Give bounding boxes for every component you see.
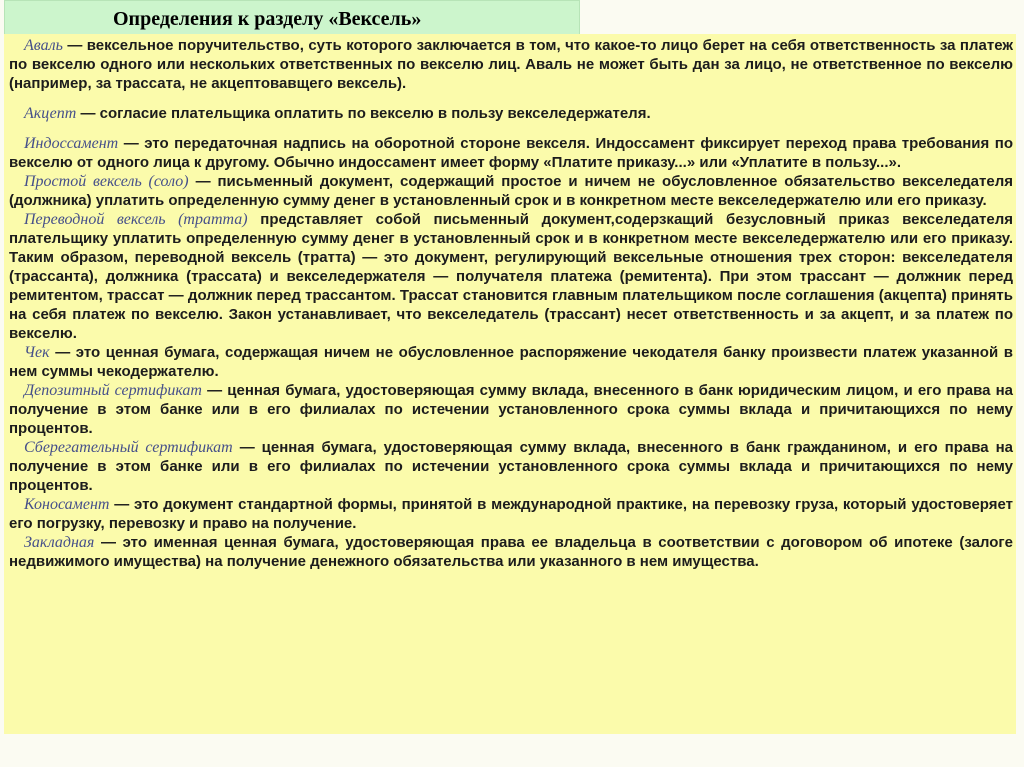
definition-term: Акцепт	[24, 105, 77, 122]
definition-text: — согласие плательщика оплатить по векселю в пользу векселедержателя.	[76, 105, 651, 122]
definition-term: Чек	[24, 344, 50, 361]
definition-text: — это документ стандартной формы, принятой в международной практике, на перевозку груза, который удостоверяет его погрузку, перевозку и право на получение.	[9, 496, 1013, 532]
definition-cheque	[9, 343, 1013, 381]
definition-text: — ценная бумага, удостоверяющая сумму вклада, внесенного в банк гражданином, и его права на получение в этом банке или в его филиалах по истечении установленного срока суммы вклада и причитающихся по нему процентов.	[9, 439, 1013, 494]
definition-aval	[9, 36, 1013, 93]
definition-term: Депозитный сертификат	[24, 382, 202, 399]
definition-term: Сберегательный сертификат	[24, 439, 233, 456]
definition-deposit-certificate	[9, 381, 1013, 438]
definition-bill-of-exchange	[9, 210, 1013, 343]
slide-title: Определения к разделу «Вексель»	[113, 8, 422, 30]
definition-text: — это именная ценная бумага, удостоверяющая права ее владельца в соответствии с договором об ипотеке (залоге недвижимого имущества) на получение денежного обязательства или указанного в нем имущества.	[9, 534, 1013, 570]
definition-indossament	[9, 134, 1013, 172]
definition-savings-certificate	[9, 438, 1013, 495]
definition-mortgage-note	[9, 533, 1013, 571]
definition-akcept	[9, 104, 1013, 123]
definition-term: Индоссамент	[24, 135, 119, 152]
definition-term: Аваль	[24, 37, 63, 54]
definition-term: Простой вексель (соло)	[24, 173, 189, 190]
definition-bill-of-lading	[9, 495, 1013, 533]
definition-term: Переводной вексель (тратта)	[24, 211, 248, 228]
definition-text: — ценная бумага, удостоверяющая сумму вклада, внесенного в банк юридическим лицом, и его права на получение в этом банке или в его филиалах по истечении установленного срока суммы вклада и причитающихся по нему процентов.	[9, 382, 1014, 437]
definition-term: Закладная	[24, 534, 95, 551]
definition-text: — это ценная бумага, содержащая ничем не обусловленное распоряжение чекодателя банку произвести платеж указанной в нем суммы чекодержателю.	[9, 344, 1013, 380]
definition-text: — это передаточная надпись на оборотной стороне векселя. Индоссамент фиксирует переход права требования по векселю от одного лица к другому. Обычно индоссамент имеет форму «Платите приказу...» или «Уплатите в пользу...».	[9, 135, 1013, 171]
title-bar	[4, 0, 580, 37]
definition-text: — вексельное поручительство, суть которого заключается в том, что какое-то лицо берет на себя ответственность за платеж по векселю одного или нескольких ответственных по векселю лиц. Аваль не может быть дан за лицо, не ответственное по векселю (например, за трассата, не акцептовавщего вексель).	[9, 37, 1013, 92]
definition-promissory-note	[9, 172, 1013, 210]
definitions-panel	[4, 34, 1016, 734]
definition-text: представляет собой письменный документ,содерзкащий безусловный приказ векселедателя плательщику уплатить определенную сумму денег в установленный срок и в конкретном месте векселедержателю или его приказу. Таким образом, переводной вексель (тратта) — это документ, регулирующий вексельные отношения трех сторон: векселедателя (трассанта), должника (трассата) и векселедержателя — получателя платежа (ремитента). При этом трассант — должник перед ремитентом, трассат — должник перед трассантом. Трассат становится главным плательщиком после соглашения (акцепта) принять на себя платеж по векселю. Закон устанавливает, что векселедатель (трассант) несет ответственность и за акцепт, и за платеж по векселю.	[9, 211, 1014, 342]
definition-text: — письменный документ, содержащий простое и ничем не обусловленное обязательство векселедателя (должника) уплатить определенную сумму денег в установленный срок и в конкретном месте векселедержателю или его приказу.	[9, 173, 1013, 209]
definition-term: Коносамент	[24, 496, 110, 513]
